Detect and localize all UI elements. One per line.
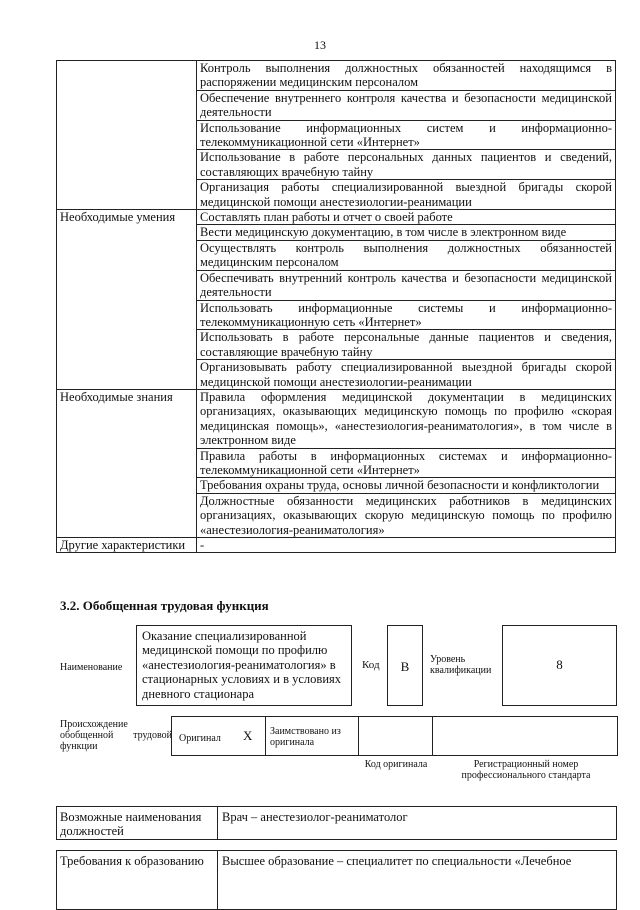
row-label — [57, 240, 197, 270]
row-label — [57, 90, 197, 120]
row-text: Правила оформления медицинской документации в медицинских организациях, оказывающих медицинскую помощь по профилю «скорая медицинская помощь», «анестезиология-реаниматология», в том числе в электронном виде — [197, 389, 616, 448]
row-label — [57, 270, 197, 300]
reg-number-caption: Регистрационный номер профессионального стандарта — [461, 759, 591, 781]
origin-box — [171, 716, 618, 756]
table-row — [57, 538, 616, 553]
education-label: Требования к образованию — [60, 854, 204, 868]
row-label — [57, 330, 197, 360]
row-label — [57, 300, 197, 330]
education-value: Высшее образование – специалитет по специальности «Лечебное — [222, 854, 572, 868]
table-row — [57, 478, 616, 493]
education-divider — [217, 850, 218, 910]
original-mark: X — [243, 728, 253, 743]
table-row — [57, 150, 616, 180]
origin-label: Происхождение обобщенной трудовой функции — [60, 719, 172, 752]
positions-value: Врач – анестезиолог-реаниматолог — [222, 810, 408, 824]
row-label — [57, 478, 197, 493]
row-text: Составлять план работы и отчет о своей работе — [197, 210, 616, 225]
row-label — [57, 180, 197, 210]
row-label: Необходимые знания — [57, 389, 197, 448]
original-label: Оригинал — [179, 733, 221, 744]
row-text: Организовывать работу специализированной выездной бригады скорой медицинской помощи анестезиологии-реанимации — [197, 360, 616, 390]
row-text: Использование информационных систем и информационно-телекоммуникационной сети «Интернет» — [197, 120, 616, 150]
row-label: Необходимые умения — [57, 210, 197, 225]
row-text: Использовать в работе персональные данные пациентов и сведения, составляющие врачебную тайну — [197, 330, 616, 360]
code-box — [387, 625, 423, 706]
table-row — [57, 360, 616, 390]
row-label — [57, 360, 197, 390]
row-text: Правила работы в информационных системах и информационно-телекоммуникационной сети «Интернет» — [197, 448, 616, 478]
row-label — [57, 150, 197, 180]
level-value: 8 — [556, 657, 563, 672]
table-row — [57, 210, 616, 225]
row-text: Контроль выполнения должностных обязанностей находящимся в распоряжении медицинским персоналом — [197, 61, 616, 91]
row-text: - — [197, 538, 616, 553]
row-text: Требования охраны труда, основы личной безопасности и конфликтологии — [197, 478, 616, 493]
row-text: Должностные обязанности медицинских работников в медицинских организациях, оказывающих скорую медицинскую помощь по профилю «анестезиология-реаниматология» — [197, 493, 616, 537]
table-row — [57, 120, 616, 150]
row-label — [57, 225, 197, 240]
row-text: Вести медицинскую документацию, в том числе в электронном виде — [197, 225, 616, 240]
row-label: Другие характеристики — [57, 538, 197, 553]
table-row — [57, 300, 616, 330]
row-text: Использовать информационные системы и информационно-телекоммуникационную сеть «Интернет» — [197, 300, 616, 330]
row-text: Осуществлять контроль выполнения должностных обязанностей медицинским персоналом — [197, 240, 616, 270]
code-value: B — [400, 659, 410, 674]
code-label: Код — [362, 659, 380, 671]
row-text: Обеспечение внутреннего контроля качества и безопасности медицинской деятельности — [197, 90, 616, 120]
origin-divider-3 — [432, 716, 433, 756]
name-box — [136, 625, 352, 706]
level-label: Уровень квалификации — [430, 654, 492, 676]
table-row — [57, 180, 616, 210]
row-text: Организация работы специализированной выездной бригады скорой медицинской помощи анестезиологии-реанимации — [197, 180, 616, 210]
table-row — [57, 493, 616, 537]
table-row — [57, 61, 616, 91]
name-label: Наименование — [60, 662, 123, 673]
positions-label: Возможные наименования должностей — [60, 810, 202, 839]
row-label — [57, 493, 197, 537]
table-row — [57, 448, 616, 478]
page-number: 13 — [314, 38, 326, 52]
name-value: Оказание специализированной медицинской помощи по профилю «анестезиология-реаниматология» в стационарных условиях и в условиях дневного стационара — [142, 629, 342, 701]
section-title: 3.2. Обобщенная трудовая функция — [60, 598, 269, 613]
requirements-table — [56, 60, 616, 553]
row-text: Обеспечивать внутренний контроль качества и безопасности медицинской деятельности — [197, 270, 616, 300]
table-row — [57, 389, 616, 448]
table-row — [57, 225, 616, 240]
table-row — [57, 330, 616, 360]
row-label — [57, 61, 197, 91]
row-label — [57, 120, 197, 150]
level-box — [502, 625, 617, 706]
row-label — [57, 448, 197, 478]
row-text: Использование в работе персональных данных пациентов и сведений, составляющих врачебную тайну — [197, 150, 616, 180]
table-row — [57, 240, 616, 270]
table-row — [57, 270, 616, 300]
positions-divider — [217, 806, 218, 840]
borrowed-label: Заимствовано из оригинала — [270, 726, 341, 748]
table-row — [57, 90, 616, 120]
origin-divider-2 — [358, 716, 359, 756]
origin-divider-1 — [265, 716, 266, 756]
code-original-caption: Код оригинала — [364, 759, 428, 770]
